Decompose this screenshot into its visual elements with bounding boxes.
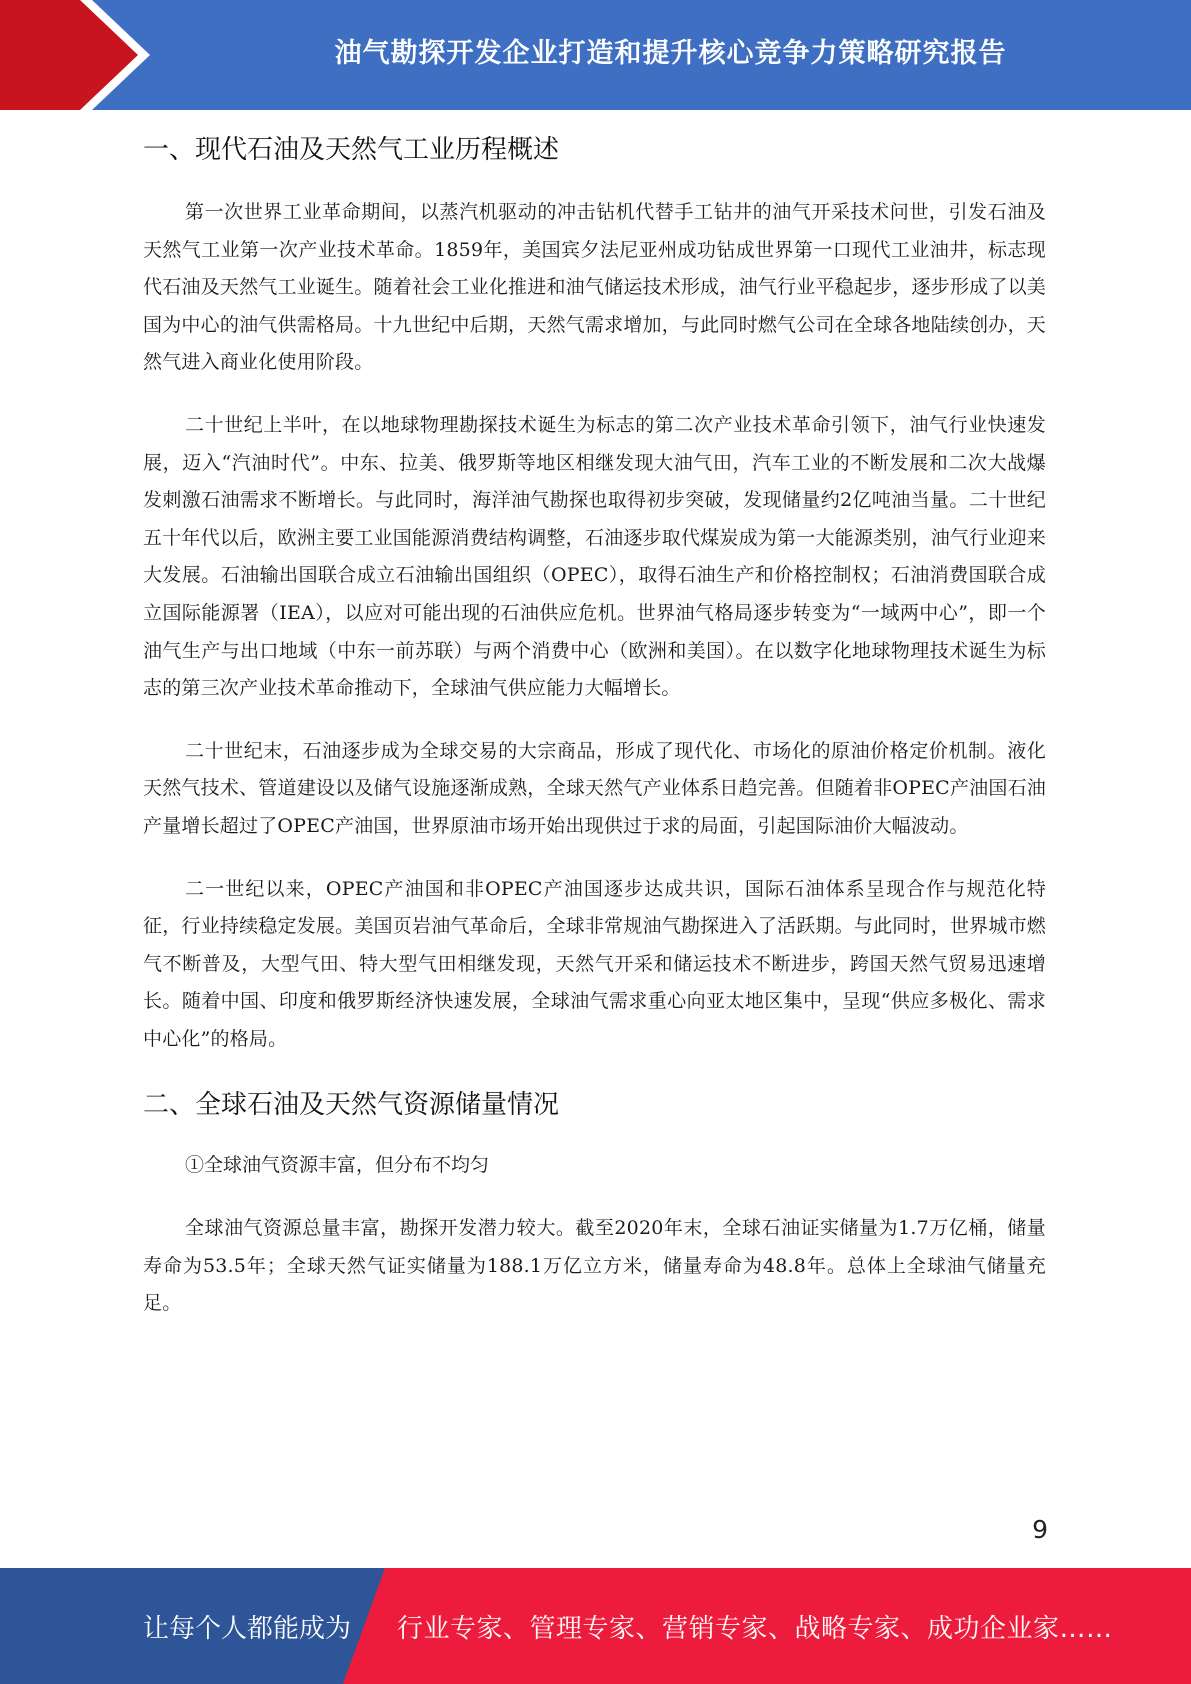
paragraph: 二十世纪上半叶，在以地球物理勘探技术诞生为标志的第二次产业技术革命引领下，油气行业快速发展，迈入“汽油时代”。中东、拉美、俄罗斯等地区相继发现大油气田，汽车工业的不断发展和二次大战爆发刺激石油需求不断增长。与此同时，海洋油气勘探也取得初步突破，发现储量约2亿吨油当量。二十世纪五十年代以后，欧洲主要工业国能源消费结构调整，石油逐步取代煤炭成为第一大能源类别，油气行业迎来大发展。石油输出国联合成立石油输出国组织（OPEC），取得石油生产和价格控制权；石油消费国联合成立国际能源署（IEA），以应对可能出现的石油供应危机。世界油气格局逐步转变为“一域两中心”，即一个油气生产与出口地域（中东一前苏联）与两个消费中心（欧洲和美国）。在以数字化地球物理技术诞生为标志的第三次产业技术革命推动下，全球油气供应能力大幅增长。 [143,413,1046,700]
report-title: 油气勘探开发企业打造和提升核心竞争力策略研究报告 [334,37,1007,69]
page-footer [0,1568,1191,1684]
subpoint-heading: ①全球油气资源丰富，但分布不均匀 [185,1154,490,1177]
header-arrow-decoration [0,0,160,110]
footer-slogan-roles: 行业专家、管理专家、营销专家、战略专家、成功企业家…… [397,1613,1113,1644]
footer-slogan-lead: 让每个人都能成为 [143,1613,352,1644]
page-header [0,0,1191,110]
paragraph: 第一次世界工业革命期间，以蒸汽机驱动的冲击钻机代替手工钻井的油气开采技术问世，引发石油及天然气工业第一次产业技术革命。1859年，美国宾夕法尼亚州成功钻成世界第一口现代工业油井，标志现代石油及天然气工业诞生。随着社会工业化推进和油气储运技术形成，油气行业平稳起步，逐步形成了以美国为中心的油气供需格局。十九世纪中后期，天然气需求增加，与此同时燃气公司在全球各地陆续创办，天然气进入商业化使用阶段。 [143,201,1046,374]
paragraph: 二十世纪末，石油逐步成为全球交易的大宗商品，形成了现代化、市场化的原油价格定价机制。液化天然气技术、管道建设以及储气设施逐渐成熟，全球天然气产业体系日趋完善。但随着非OPEC产油国石油产量增长超过了OPEC产油国，世界原油市场开始出现供过于求的局面，引起国际油价大幅波动。 [143,739,1046,837]
paragraph: 全球油气资源总量丰富，勘探开发潜力较大。截至2020年末，全球石油证实储量为1.7万亿桶，储量寿命为53.5年；全球天然气证实储量为188.1万亿立方米，储量寿命为48.8年。总体上全球油气储量充足。 [143,1217,1046,1315]
paragraph: 二一世纪以来，OPEC产油国和非OPEC产油国逐步达成共识，国际石油体系呈现合作与规范化特征，行业持续稳定发展。美国页岩油气革命后，全球非常规油气勘探进入了活跃期。与此同时，世界城市燃气不断普及，大型气田、特大型气田相继发现，天然气开采和储运技术不断进步，跨国天然气贸易迅速增长。随着中国、印度和俄罗斯经济快速发展，全球油气需求重心向亚太地区集中，呈现“供应多极化、需求中心化”的格局。 [143,877,1046,1050]
section-heading-reserves: 二、全球石油及天然气资源储量情况 [143,1090,560,1121]
section-heading-history: 一、现代石油及天然气工业历程概述 [143,135,560,165]
main-content [143,128,1046,1348]
page-number: 9 [1032,1515,1048,1544]
